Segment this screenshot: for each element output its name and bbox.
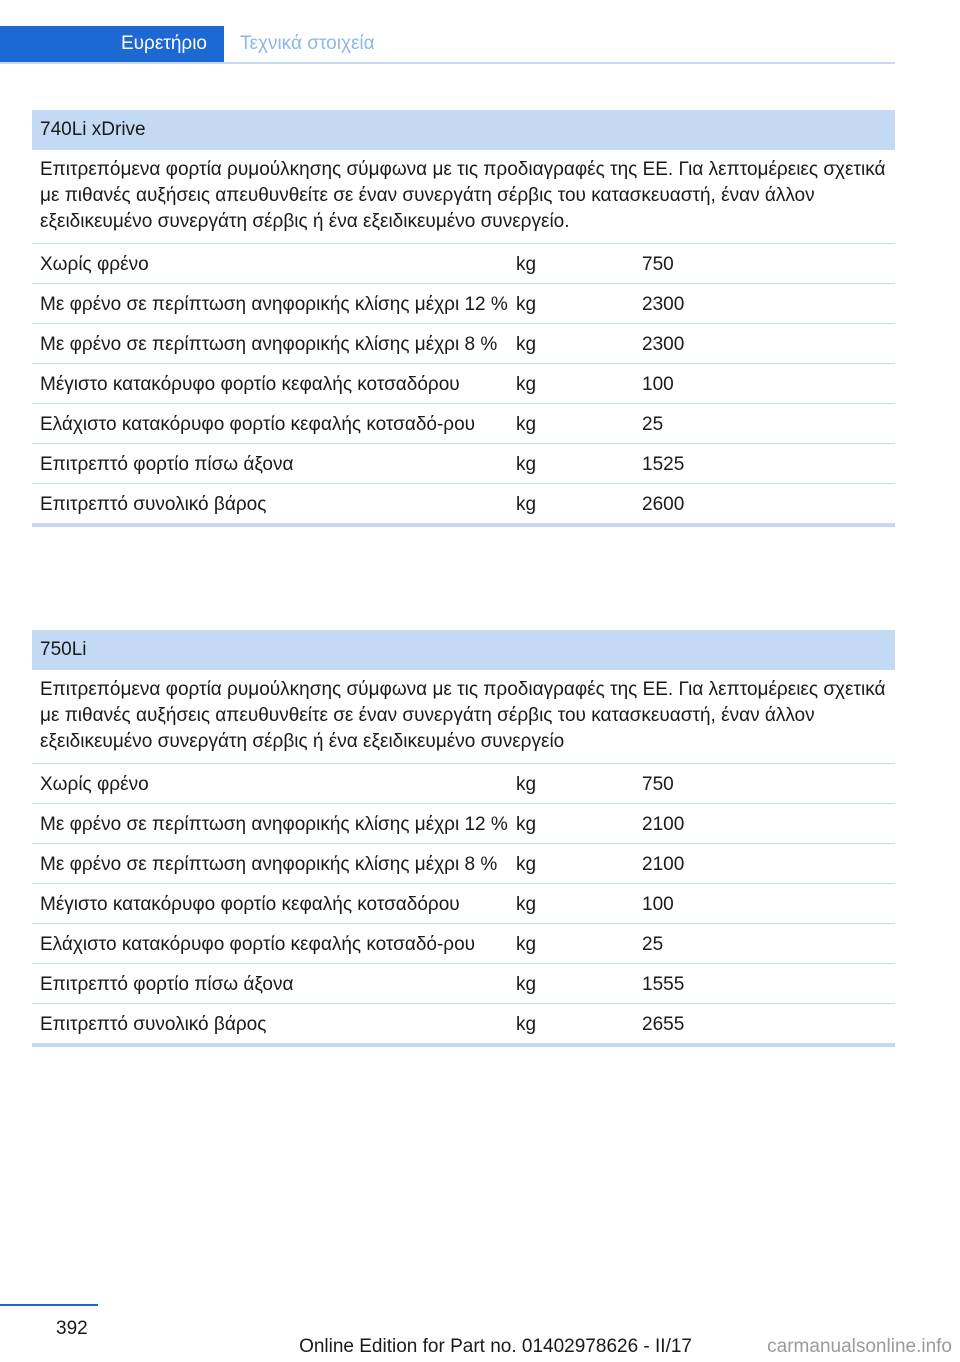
row-value: 25 xyxy=(642,934,664,955)
table-row xyxy=(32,324,895,364)
row-label: Επιτρεπτό συνολικό βάρος xyxy=(40,1014,267,1035)
row-label: Με φρένο σε περίπτωση ανηφορικής κλίσης μέχρι 12 % xyxy=(40,294,508,315)
row-label: Επιτρεπτό φορτίο πίσω άξονα xyxy=(40,974,294,995)
table-title: 740Li xDrive xyxy=(32,110,895,150)
row-label: Μέγιστο κατακόρυφο φορτίο κεφαλής κοτσαδόρου xyxy=(40,894,460,915)
table-body xyxy=(32,764,895,1047)
table-row xyxy=(32,844,895,884)
table-body xyxy=(32,244,895,527)
row-unit: kg xyxy=(516,414,537,435)
table-description: Επιτρεπόμενα φορτία ρυμούλκησης σύμφωνα με τις προδιαγραφές της ΕΕ. Για λεπτομέρειες σχετικά με πιθανές αυξήσεις απευθυνθείτε σε έναν συνεργάτη σέρβις του κατασκευαστή, έναν άλλον εξειδικευμένο συνεργάτη σέρβις ή ένα εξειδικευμένο συνεργείο. xyxy=(32,150,895,244)
row-value: 2100 xyxy=(642,814,685,835)
section-tabs xyxy=(0,26,895,64)
table-row xyxy=(32,244,895,284)
row-value: 1555 xyxy=(642,974,685,995)
row-label: Με φρένο σε περίπτωση ανηφορικής κλίσης μέχρι 12 % xyxy=(40,814,508,835)
table-row xyxy=(32,804,895,844)
table-row xyxy=(32,404,895,444)
row-unit: kg xyxy=(516,814,537,835)
table-row xyxy=(32,444,895,484)
row-unit: kg xyxy=(516,494,537,515)
row-unit: kg xyxy=(516,934,537,955)
row-unit: kg xyxy=(516,294,537,315)
spec-table-740li xyxy=(32,110,895,527)
tab-technical-data[interactable]: Τεχνικά στοιχεία xyxy=(240,33,375,54)
row-unit: kg xyxy=(516,374,537,395)
edition-text: Online Edition for Part no. 01402978626 - II/17 xyxy=(299,1336,692,1357)
table-row xyxy=(32,884,895,924)
row-unit: kg xyxy=(516,974,537,995)
row-label: Με φρένο σε περίπτωση ανηφορικής κλίσης μέχρι 8 % xyxy=(40,334,498,355)
row-unit: kg xyxy=(516,854,537,875)
tab-index[interactable]: Ευρετήριο xyxy=(0,26,224,62)
row-label: Χωρίς φρένο xyxy=(40,774,149,795)
table-row xyxy=(32,284,895,324)
footer-accent-line xyxy=(0,1304,98,1306)
table-row xyxy=(32,964,895,1004)
row-label: Χωρίς φρένο xyxy=(40,254,149,275)
watermark: carmanualsonline.info xyxy=(767,1336,952,1357)
row-value: 2600 xyxy=(642,494,685,515)
row-value: 2100 xyxy=(642,854,685,875)
row-value: 750 xyxy=(642,254,674,275)
row-value: 2655 xyxy=(642,1014,685,1035)
table-row xyxy=(32,1004,895,1047)
row-label: Μέγιστο κατακόρυφο φορτίο κεφαλής κοτσαδόρου xyxy=(40,374,460,395)
row-label: Με φρένο σε περίπτωση ανηφορικής κλίσης μέχρι 8 % xyxy=(40,854,498,875)
row-value: 1525 xyxy=(642,454,685,475)
row-value: 100 xyxy=(642,894,674,915)
row-value: 750 xyxy=(642,774,674,795)
table-description: Επιτρεπόμενα φορτία ρυμούλκησης σύμφωνα με τις προδιαγραφές της ΕΕ. Για λεπτομέρειες σχετικά με πιθανές αυξήσεις απευθυνθείτε σε έναν συνεργάτη σέρβις του κατασκευαστή, έναν άλλον εξειδικευμένο συνεργάτη σέρβις ή ένα εξειδικευμένο συνεργείο xyxy=(32,670,895,764)
row-unit: kg xyxy=(516,454,537,475)
row-unit: kg xyxy=(516,894,537,915)
row-value: 2300 xyxy=(642,294,685,315)
row-value: 25 xyxy=(642,414,664,435)
table-title: 750Li xyxy=(32,630,895,670)
row-label: Ελάχιστο κατακόρυφο φορτίο κεφαλής κοτσαδό-ρου xyxy=(40,934,476,955)
spec-table-750li xyxy=(32,630,895,1047)
row-unit: kg xyxy=(516,334,537,355)
table-row xyxy=(32,484,895,527)
row-label: Ελάχιστο κατακόρυφο φορτίο κεφαλής κοτσαδό-ρου xyxy=(40,414,476,435)
row-label: Επιτρεπτό φορτίο πίσω άξονα xyxy=(40,454,294,475)
page-number: 392 xyxy=(56,1318,88,1339)
table-row xyxy=(32,924,895,964)
table-row xyxy=(32,764,895,804)
row-unit: kg xyxy=(516,1014,537,1035)
row-unit: kg xyxy=(516,254,537,275)
row-value: 100 xyxy=(642,374,674,395)
table-row xyxy=(32,364,895,404)
row-value: 2300 xyxy=(642,334,685,355)
row-label: Επιτρεπτό συνολικό βάρος xyxy=(40,494,267,515)
row-unit: kg xyxy=(516,774,537,795)
